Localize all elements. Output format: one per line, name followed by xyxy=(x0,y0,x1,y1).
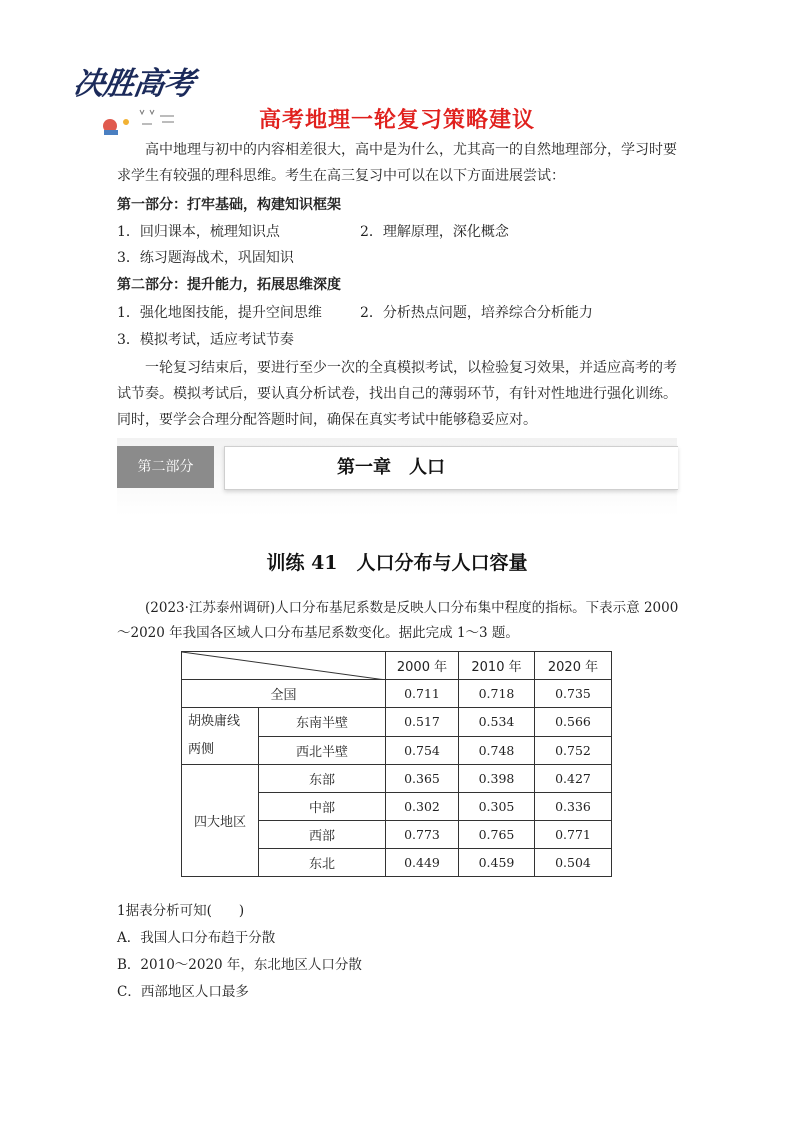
northwest-2020: 0.752 xyxy=(535,736,612,765)
east-label: 东部 xyxy=(259,765,386,793)
west-2010: 0.765 xyxy=(459,821,535,849)
northeast-2020: 0.504 xyxy=(535,849,612,877)
northwest-2000: 0.754 xyxy=(386,736,459,765)
national-label: 全国 xyxy=(182,680,386,708)
logo-text: 决胜高考 xyxy=(70,66,197,102)
question1-option-c[interactable]: C．西部地区人口最多 xyxy=(117,984,249,1000)
hu-line-label-line1: 胡焕庸线 xyxy=(188,714,241,729)
southeast-2010: 0.534 xyxy=(459,708,535,737)
west-label: 西部 xyxy=(259,821,386,849)
part2-item-1: 1．强化地图技能，提升空间思维 xyxy=(117,305,322,321)
table-row xyxy=(182,708,612,737)
central-2010: 0.305 xyxy=(459,793,535,821)
central-2000: 0.302 xyxy=(386,793,459,821)
west-2000: 0.773 xyxy=(386,821,459,849)
table-corner-cell xyxy=(182,652,386,680)
diagonal-line-icon xyxy=(182,652,386,680)
chapter-title-box xyxy=(224,446,678,490)
southeast-2020: 0.566 xyxy=(535,708,612,737)
part2-item-2: 2．分析热点问题，培养综合分析能力 xyxy=(360,305,593,321)
chapter-tag: 第二部分 xyxy=(117,446,214,488)
national-2010: 0.718 xyxy=(459,680,535,708)
training-title: 训练 41 人口分布与人口容量 xyxy=(266,552,528,574)
northwest-label: 西北半壁 xyxy=(259,736,386,765)
northwest-2010: 0.748 xyxy=(459,736,535,765)
national-2000: 0.711 xyxy=(386,680,459,708)
question1-option-a[interactable]: A．我国人口分布趋于分散 xyxy=(117,930,276,946)
part2-heading: 第二部分：提升能力，拓展思维深度 xyxy=(117,277,341,293)
main-title: 高考地理一轮复习策略建议 xyxy=(258,108,535,133)
hu-line-label-line2: 两侧 xyxy=(188,742,215,757)
southeast-2000: 0.517 xyxy=(386,708,459,737)
east-2010: 0.398 xyxy=(459,765,535,793)
chapter-banner xyxy=(117,438,677,516)
part1-item-1: 1．回归课本，梳理知识点 xyxy=(117,224,280,240)
table-header-row xyxy=(182,652,612,680)
northeast-2010: 0.459 xyxy=(459,849,535,877)
year-2020-header: 2020 年 xyxy=(535,652,612,680)
national-2020: 0.735 xyxy=(535,680,612,708)
table-row xyxy=(182,680,612,708)
question1-stem: 1据表分析可知( ) xyxy=(117,903,245,919)
east-2020: 0.427 xyxy=(535,765,612,793)
northeast-label: 东北 xyxy=(259,849,386,877)
four-regions-label: 四大地区 xyxy=(182,765,259,877)
east-2000: 0.365 xyxy=(386,765,459,793)
question1-option-b[interactable]: B．2010～2020 年，东北地区人口分散 xyxy=(117,957,362,973)
northeast-2000: 0.449 xyxy=(386,849,459,877)
west-2020: 0.771 xyxy=(535,821,612,849)
year-2010-header: 2010 年 xyxy=(459,652,535,680)
mock-exam-paragraph: 一轮复习结束后，要进行至少一次的全真模拟考试，以检验复习效果，并适应高考的考试节奏。模拟考试后，要认真分析试卷，找出自己的薄弱环节，有针对性地进行强化训练。同时，要学会合理分配答题时间，确保在真实考试中能够稳妥应对。 xyxy=(117,360,677,428)
chapter-title: 第一章 人口 xyxy=(337,457,445,478)
gini-table xyxy=(181,651,612,877)
part1-item-2: 2．理解原理，深化概念 xyxy=(360,224,509,240)
question-intro: (2023·江苏泰州调研)人口分布基尼系数是反映人口分布集中程度的指标。下表示意 2000～2020 年我国各区域人口分布基尼系数变化。据此完成 1～3 题。 xyxy=(117,600,679,641)
table-row xyxy=(182,765,612,793)
intro-paragraph: 高中地理与初中的内容相差很大，高中是为什么，尤其高一的自然地理部分，学习时要求学生有较强的理科思维。考生在高三复习中可以在以下方面进展尝试： xyxy=(117,142,677,184)
central-label: 中部 xyxy=(259,793,386,821)
central-2020: 0.336 xyxy=(535,793,612,821)
part1-item-3: 3．练习题海战术，巩固知识 xyxy=(117,250,294,266)
part1-heading: 第一部分：打牢基础，构建知识框架 xyxy=(117,197,341,213)
year-2000-header: 2000 年 xyxy=(386,652,459,680)
hu-line-label xyxy=(182,708,259,765)
part2-item-3: 3．模拟考试，适应考试节奏 xyxy=(117,332,294,348)
southeast-label: 东南半壁 xyxy=(259,708,386,737)
